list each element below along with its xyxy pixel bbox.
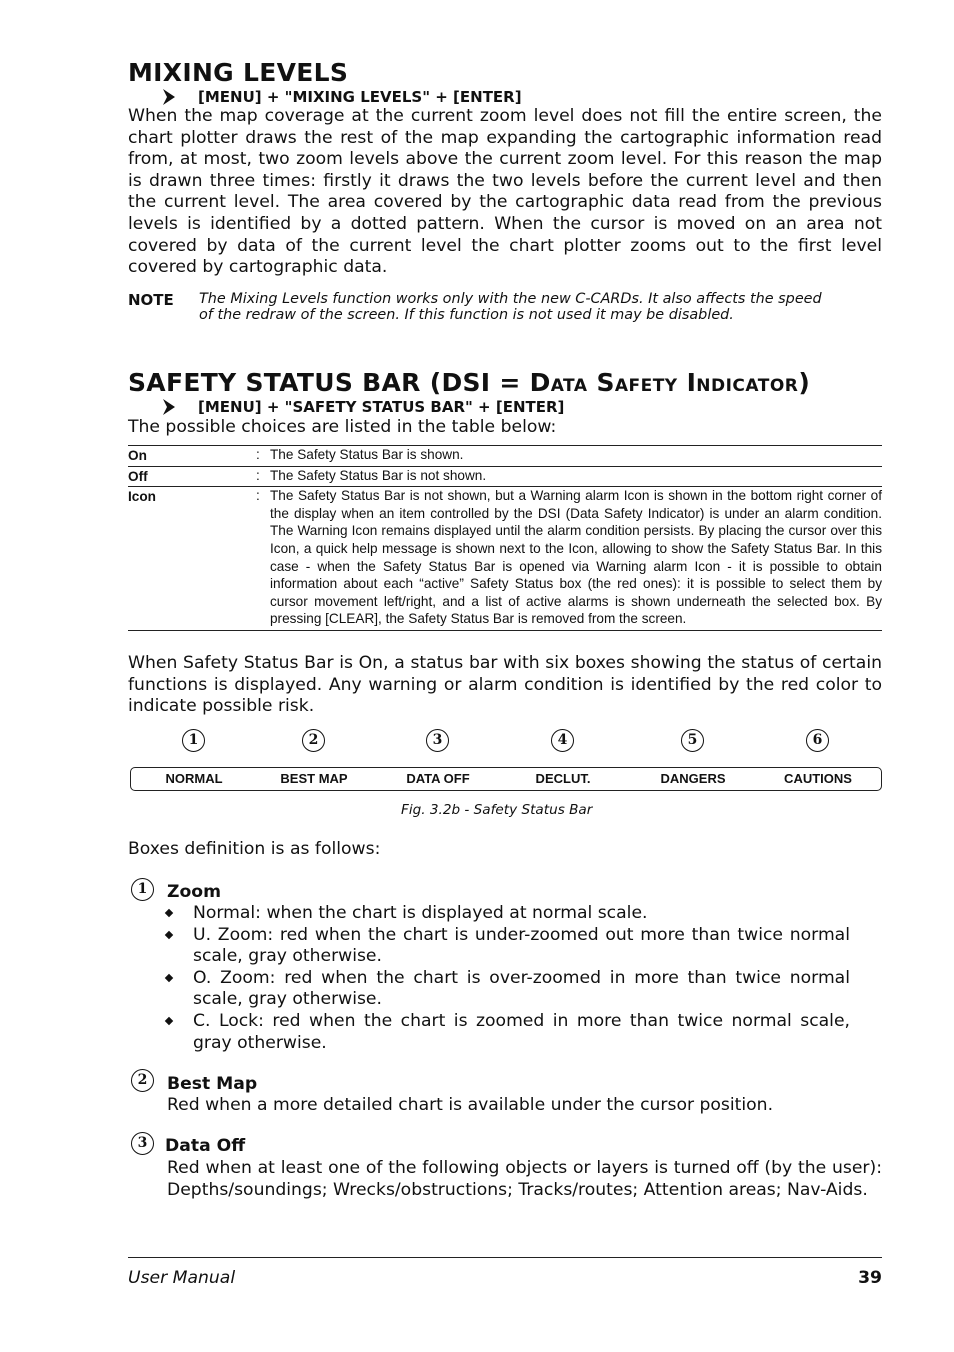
choice-description: The Safety Status Bar is shown. [270,447,464,462]
menu-command-text: [MENU] + "MIXING LEVELS" + [ENTER] [198,88,522,106]
diamond-bullet-icon [165,1017,173,1025]
box-number-badge: 4 [551,729,574,752]
choice-colon: : [256,467,260,483]
menu-command-text: [MENU] + "SAFETY STATUS BAR" + [ENTER] [198,398,565,416]
safety-status-paragraph: When Safety Status Bar is On, a status bar with six boxes showing the status of certain functions is displayed. Any warning or alarm condition is identified by the red color to indicate possible risk. [128,653,882,717]
status-box-normal: NORMAL [165,771,223,786]
status-box-best-map: BEST MAP [280,771,348,786]
list-item: C. Lock: red when the chart is zoomed in more than twice normal scale, gray otherwise. [165,1011,850,1054]
list-item: U. Zoom: red when the chart is under-zoomed out more than twice normal scale, gray otherwise. [165,925,850,968]
best-map-text: Red when a more detailed chart is available under the cursor position. [167,1095,774,1115]
diamond-bullet-icon [165,974,173,982]
status-box-dangers: DANGERS [660,771,726,786]
box-number-badge: 1 [182,729,205,752]
diamond-bullet-icon [165,930,173,938]
table-row [128,487,882,631]
box-number-badge: 2 [131,1069,154,1092]
page-number: 39 [858,1268,882,1288]
table-row [128,466,882,487]
arrow-right-icon [160,398,178,416]
footer-title: User Manual [128,1268,236,1288]
note-text: The Mixing Levels function works only with the new C-CARDs. It also affects the speed of the redraw of the screen. If this function is not used it may be disabled. [199,291,822,323]
arrow-right-icon [160,88,178,106]
list-item: O. Zoom: red when the chart is over-zoomed in more than twice normal scale, gray otherwise. [165,968,850,1011]
list-item: Normal: when the chart is displayed at normal scale. [165,903,850,925]
box-number-badge: 3 [426,729,449,752]
status-box-data-off: DATA OFF [406,771,470,786]
status-box-cautions: CAUTIONS [784,771,852,786]
note-label: NOTE [128,291,174,309]
safety-status-bar [130,767,882,791]
status-box-declut: DECLUT. [535,771,591,786]
choice-description: The Safety Status Bar is not shown, but a Warning alarm Icon is shown in the bottom right corner of the display when an item controlled by the DSI (Data Safety Indicator) is under an alarm condition. The Warning Icon remains displayed until the alarm condition persists. By placing the cursor over this Icon, a quick help message is shown next to the Icon, allowing to show the Safety Status Bar. In this case - when the Safety Status Bar is opened via Warning alarm Icon - it is possible to obtain information about each “active” Safety Status box (the red ones): it is possible to select them by cursor movement left/right, and a list of active alarms is shown underneath the selected box. By pressing [CLEAR], the Safety Status Bar is removed from the screen. [270,488,882,627]
zoom-list [165,903,850,1054]
choice-label: Icon [128,489,156,505]
box-number-badge: 5 [681,729,704,752]
section-title-safety-status-bar: SAFETY STATUS BAR (DSI = DATA SAFETY INDICATOR) [128,368,811,397]
boxes-intro: Boxes definition is as follows: [128,839,381,859]
menu-command [160,88,522,106]
diamond-bullet-icon [165,909,173,917]
mixing-levels-paragraph: When the map coverage at the current zoom level does not fill the entire screen, the chart plotter draws the rest of the map expanding the cartographic information read from, at most, two zoom levels above the current zoom level. For this reason the map is drawn three times: firstly it draws the two levels before the current level and then the current level. The area covered by the cartographic data read from the previous levels is identified by a dotted pattern. When the cursor is moved on an area not covered by data of the current level the chart plotter zooms out to the first level covered by cartographic data. [128,106,882,278]
choices-intro: The possible choices are listed in the table below: [128,417,557,437]
choice-colon: : [256,447,260,462]
menu-command [160,398,564,416]
zoom-title: Zoom [167,882,221,902]
box-number-badge: 3 [131,1132,154,1155]
figure-caption: Fig. 3.2b - Safety Status Bar [401,802,593,818]
section-title-mixing-levels: MIXING LEVELS [128,58,349,87]
best-map-title: Best Map [167,1074,258,1094]
choices-table [128,445,882,631]
footer-divider [128,1257,882,1258]
choice-colon: : [256,488,260,504]
box-number-badge: 1 [131,878,154,901]
box-number-badge: 6 [806,729,829,752]
choice-label: Off [128,468,148,484]
data-off-title: Data Off [165,1136,246,1156]
table-row [128,446,882,467]
choice-label: On [128,448,147,463]
data-off-text: Red when at least one of the following objects or layers is turned off (by the user): Depths/soundings; Wrecks/obstructions; Tracks/routes; Attention areas; Nav-Aids. [167,1158,882,1200]
choice-description: The Safety Status Bar is not shown. [270,467,487,483]
box-number-badge: 2 [302,729,325,752]
